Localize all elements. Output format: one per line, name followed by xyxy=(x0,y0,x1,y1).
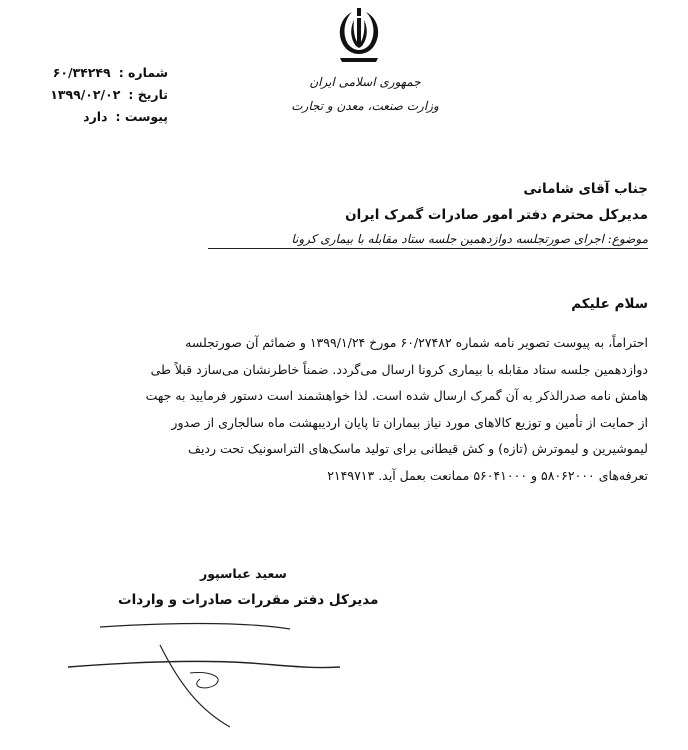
subject-line: موضوع: اجرای صورتجلسه دوازدهمین جلسه ستاد مقابله با بیماری کرونا xyxy=(208,232,648,249)
attachment-value: دارد xyxy=(83,109,108,124)
ministry-header xyxy=(270,70,460,118)
signer-name: سعید عباسپور xyxy=(200,566,287,581)
date-label: تاریخ : xyxy=(128,87,168,102)
body-line: احتراماً، به پیوست تصویر نامه شماره ۶۰/۲۷۴۸۲ مورخ ۱۳۹۹/۱/۲۴ و ضمائم آن صورتجلسه xyxy=(185,335,648,350)
body-line: دوازدهمین جلسه ستاد مقابله با بیماری کرونا ارسال می‌گردد. ضمناً خاطرنشان می‌سازد قبلاً طی xyxy=(150,361,648,377)
letter-meta xyxy=(18,62,168,128)
date-row xyxy=(18,84,168,106)
recipient-title: مدیرکل محترم دفتر امور صادرات گمرک ایران xyxy=(345,207,648,223)
number-label: شماره : xyxy=(118,65,168,80)
letter-body xyxy=(26,330,648,489)
recipient-block xyxy=(48,176,648,228)
body-line: تعرفه‌های ۵۸۰۶۲۰۰۰ و ۵۶۰۴۱۰۰۰ ممانعت بعمل آید. ۲۱۴۹۷۱۳ xyxy=(327,467,648,483)
body-line: از حمایت از تأمین و توزیع کالاهای مورد نیاز بیماران تا پایان اردیبهشت ماه سالجاری از صدور xyxy=(171,414,648,430)
signer-title: مدیرکل دفتر مقررات صادرات و واردات xyxy=(118,592,379,608)
attachment-label: پیوست : xyxy=(115,109,168,124)
ministry-title: وزارت صنعت، معدن و تجارت xyxy=(291,99,439,113)
date-value: ۱۳۹۹/۰۲/۰۲ xyxy=(50,87,121,102)
handwritten-signature-icon xyxy=(40,615,360,735)
iran-emblem-icon xyxy=(330,6,388,68)
body-line: هامش نامه صدرالذکر به آن گمرک ارسال شده است. لذا خواهشمند است دستور فرمایید به جهت xyxy=(145,388,648,403)
recipient-name: جناب آقای شامانی xyxy=(523,181,648,197)
body-line: لیموشیرین و لیموترش (تازه) و کش قیطانی برای تولید ماسک‌های التراسونیک تحت ردیف xyxy=(188,441,648,456)
number-value: ۶۰/۳۴۲۴۹ xyxy=(52,65,111,80)
greeting: سلام علیکم xyxy=(571,296,648,312)
republic-title: جمهوری اسلامی ایران xyxy=(309,75,421,89)
attachment-row xyxy=(18,106,168,128)
number-row xyxy=(18,62,168,84)
